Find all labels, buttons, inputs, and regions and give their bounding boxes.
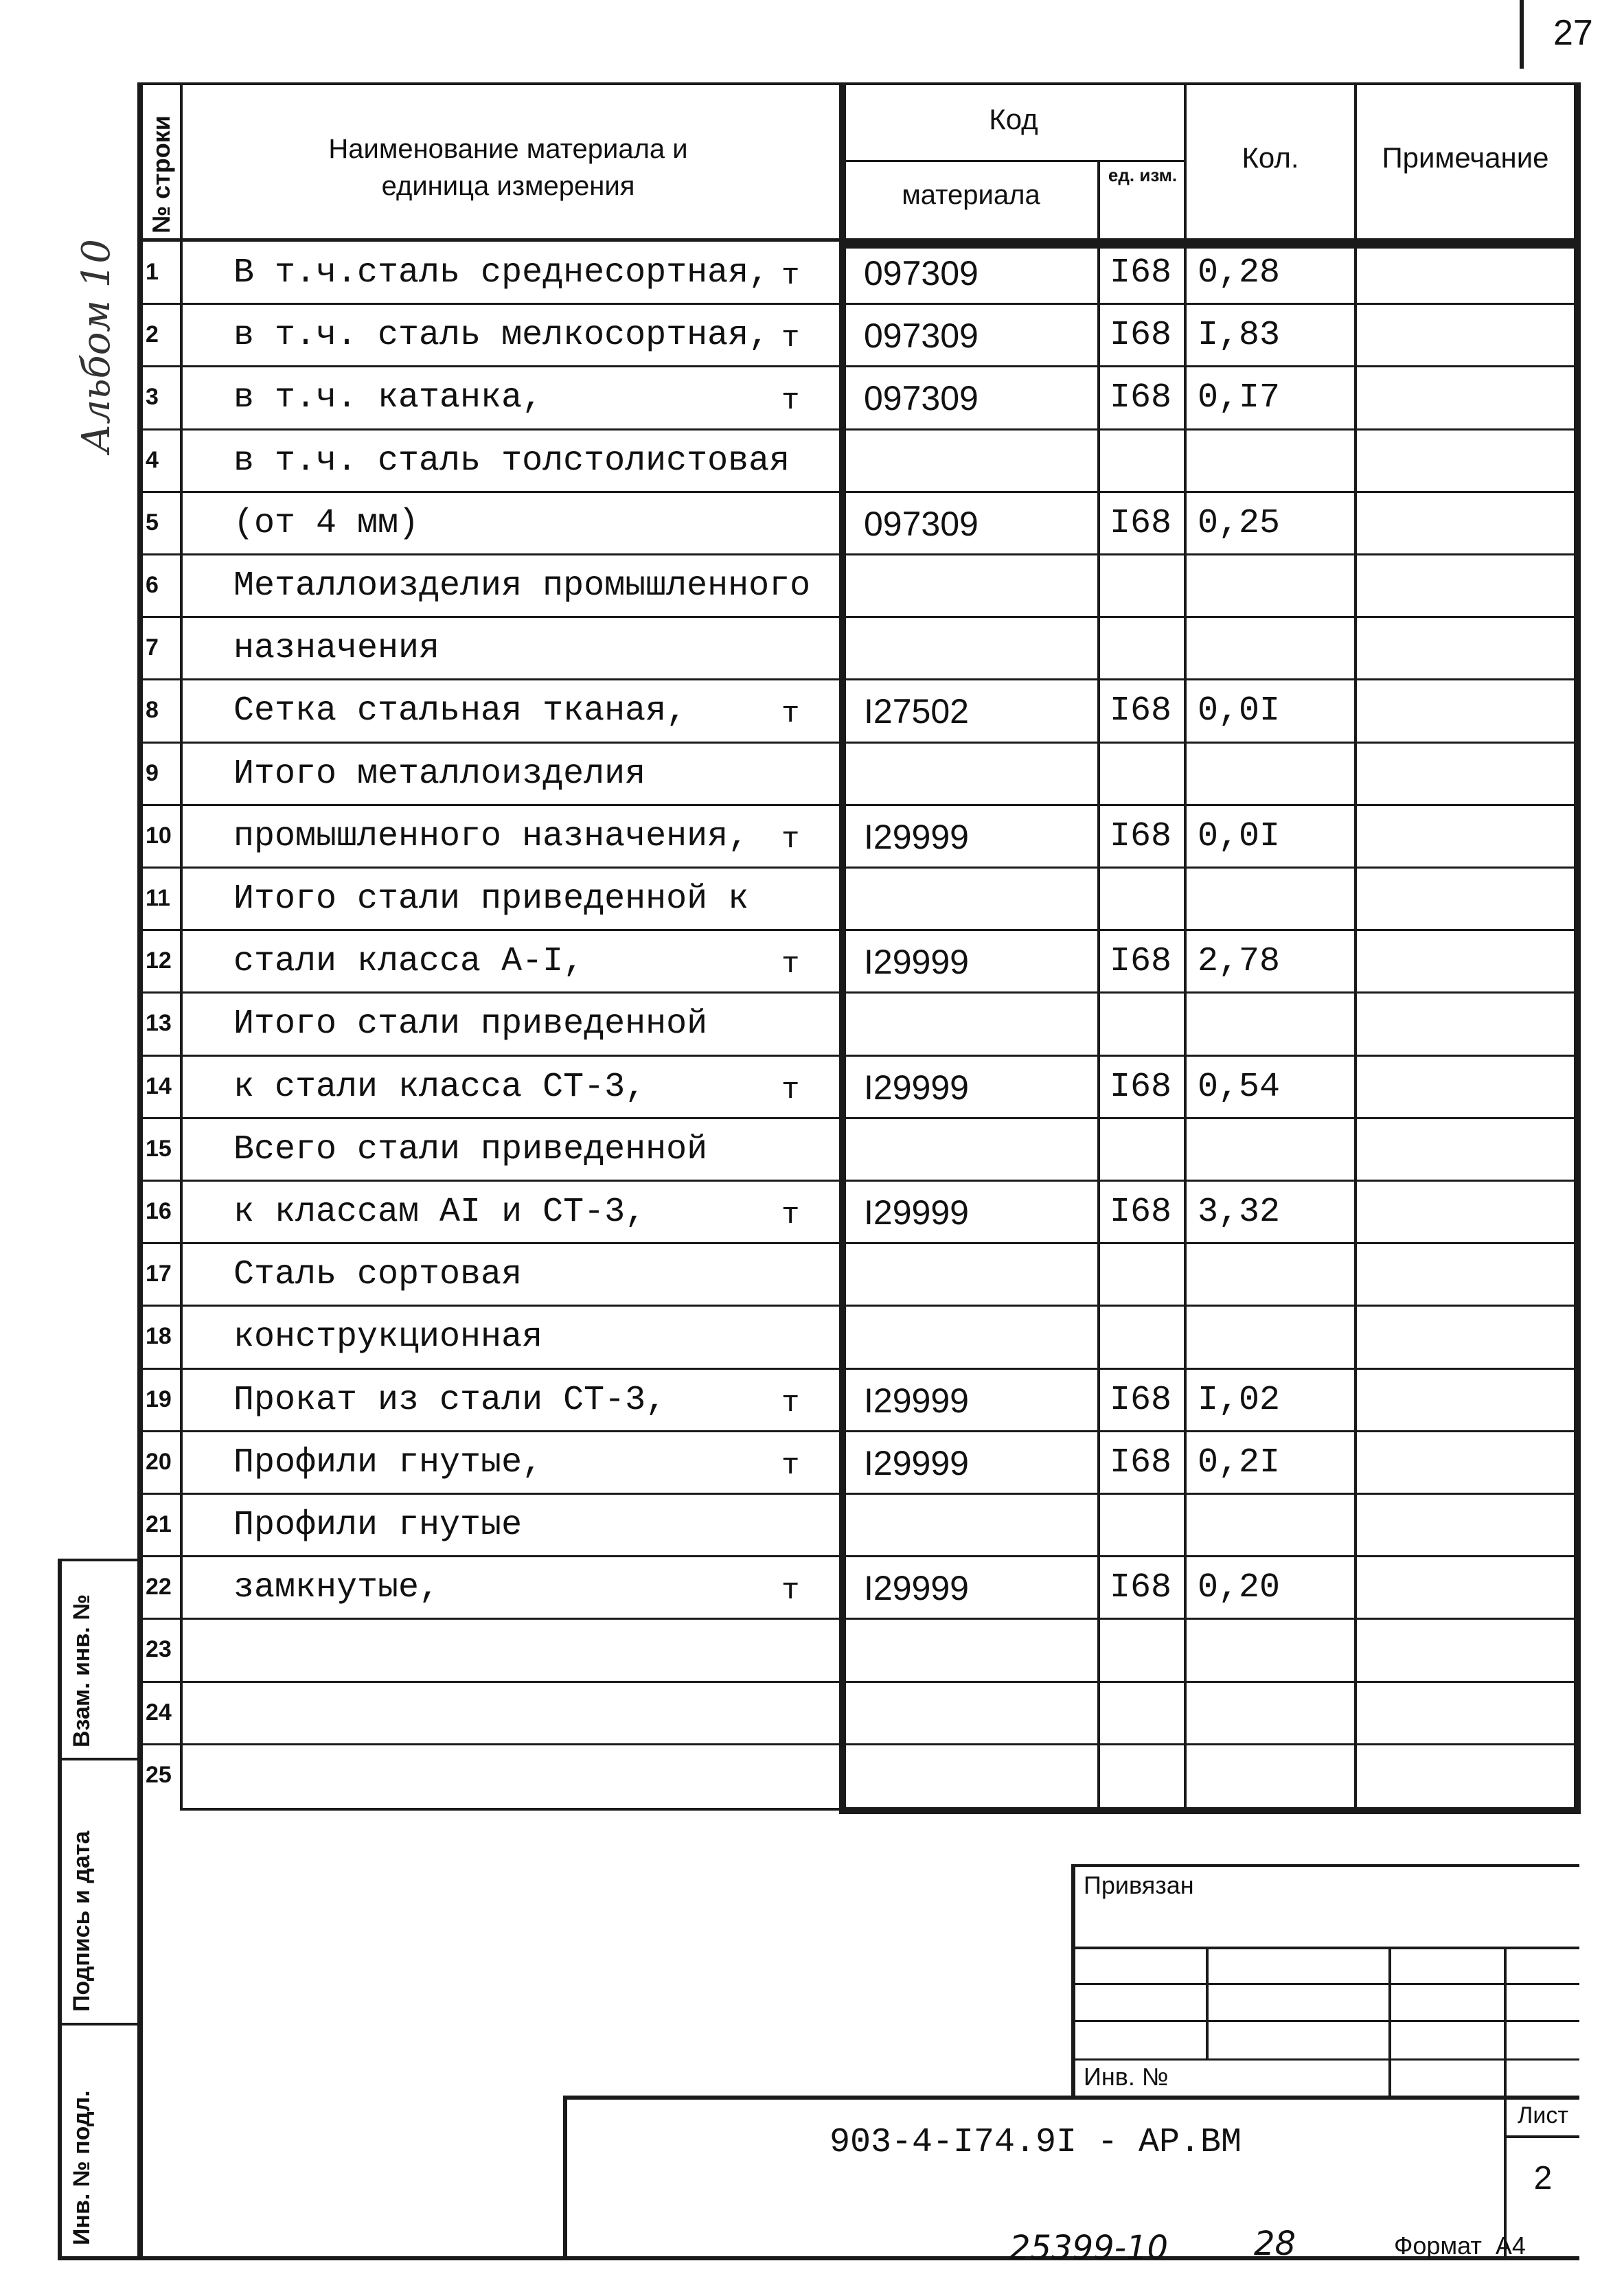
row-number: 21 xyxy=(146,1511,172,1537)
row-name: Профили гнутые, xyxy=(233,1443,543,1482)
row-name: в т.ч. сталь мелкосортная, xyxy=(233,316,770,356)
thick-box-top xyxy=(839,242,1581,249)
row-code: I29999 xyxy=(864,1443,969,1482)
row-divider xyxy=(140,303,1578,305)
row-unit: т xyxy=(781,1448,800,1483)
tb-line-2 xyxy=(1071,1983,1579,1985)
row-number: 17 xyxy=(146,1261,172,1287)
row-divider xyxy=(140,991,1578,994)
row-number: 1 xyxy=(146,259,159,285)
row-unit-code: I68 xyxy=(1109,253,1171,292)
row-divider xyxy=(140,1430,1578,1432)
stamp-line-2 xyxy=(58,1758,140,1760)
tb-main-top xyxy=(563,2096,1579,2100)
row-name: В т.ч.сталь среднесортная, xyxy=(233,253,770,292)
row-code: I29999 xyxy=(864,1068,969,1107)
row-name: в т.ч. катанка, xyxy=(233,378,543,418)
row-number: 7 xyxy=(146,634,159,661)
table-bottom xyxy=(180,1808,839,1811)
footer-doc-number: 25399-10 xyxy=(1009,2229,1169,2267)
col-line-right xyxy=(1574,82,1581,1814)
row-name: к классам АI и СТ-3, xyxy=(233,1193,646,1232)
tb-left xyxy=(1071,1864,1075,2098)
row-divider xyxy=(140,929,1578,931)
row-name: промышленного назначения, xyxy=(233,816,749,856)
row-unit-code: I68 xyxy=(1109,1568,1171,1608)
row-divider xyxy=(140,1055,1578,1057)
row-divider xyxy=(140,678,1578,680)
row-unit: т xyxy=(781,384,800,419)
row-number: 18 xyxy=(146,1323,172,1350)
stamp-inv-podl: Инв. № подл. xyxy=(69,2090,95,2245)
row-number: 24 xyxy=(146,1699,172,1725)
row-unit: т xyxy=(781,321,800,356)
tb-sheet-no: 2 xyxy=(1533,2160,1553,2196)
tb-vline-2 xyxy=(1388,1947,1391,2098)
row-code: I29999 xyxy=(864,1569,969,1608)
row-name: Итого стали приведенной xyxy=(233,1005,708,1044)
row-number: 9 xyxy=(146,759,159,786)
row-code: I29999 xyxy=(864,1193,969,1232)
row-divider xyxy=(140,1117,1578,1119)
row-number: 16 xyxy=(146,1198,172,1224)
footer-format: Формат А4 xyxy=(1394,2231,1526,2260)
row-name: Итого стали приведенной к xyxy=(233,880,749,919)
row-number: 22 xyxy=(146,1574,172,1600)
row-name: Итого металлоизделия xyxy=(233,754,646,794)
page-number-bar xyxy=(1520,0,1524,69)
row-number: 19 xyxy=(146,1386,172,1412)
row-code: 097309 xyxy=(864,317,979,356)
row-unit-code: I68 xyxy=(1109,942,1171,982)
row-code: 097309 xyxy=(864,504,979,543)
row-divider xyxy=(140,804,1578,806)
row-name: Сталь сортовая xyxy=(233,1255,523,1295)
col-line-5 xyxy=(1354,82,1357,1808)
row-name: (от 4 мм) xyxy=(233,503,420,543)
row-divider xyxy=(140,1618,1578,1620)
row-unit: т xyxy=(781,1386,800,1421)
stamp-line-3 xyxy=(58,2023,140,2026)
col-line-1 xyxy=(180,82,183,1808)
footer-page: 28 xyxy=(1254,2225,1296,2263)
header-code-material: материала xyxy=(902,180,1040,210)
row-unit-code: I68 xyxy=(1109,1443,1171,1482)
col-line-4 xyxy=(1184,82,1187,1808)
tb-line-4 xyxy=(1071,2058,1579,2061)
col-line-2 xyxy=(839,82,846,1814)
row-code: I27502 xyxy=(864,692,969,731)
row-qty: I,83 xyxy=(1198,316,1281,356)
tb-vline-1 xyxy=(1206,1947,1209,2060)
row-divider xyxy=(140,1555,1578,1557)
row-unit-code: I68 xyxy=(1109,1193,1171,1232)
row-divider xyxy=(140,1180,1578,1182)
tb-line-3 xyxy=(1071,2020,1579,2022)
tb-privyazan: Привязан xyxy=(1084,1871,1194,1899)
row-number: 11 xyxy=(146,885,170,911)
row-name: Металлоизделия промышленного xyxy=(233,566,811,606)
row-qty: 0,0I xyxy=(1198,816,1281,856)
row-name: стали класса А-I, xyxy=(233,942,584,982)
row-divider xyxy=(140,428,1578,431)
row-divider xyxy=(140,1681,1578,1683)
header-name: Наименование материала и единица измерения xyxy=(328,134,688,201)
row-qty: 0,25 xyxy=(1198,503,1281,543)
row-unit-code: I68 xyxy=(1109,816,1171,856)
row-number: 15 xyxy=(146,1135,172,1162)
row-number: 8 xyxy=(146,697,159,724)
row-name: Сетка стальная тканая, xyxy=(233,691,687,731)
header-code: Код xyxy=(989,103,1038,135)
row-number: 20 xyxy=(146,1448,172,1475)
row-qty: 0,20 xyxy=(1198,1568,1281,1608)
row-name: Прокат из стали СТ-3, xyxy=(233,1380,667,1420)
row-qty: 0,2I xyxy=(1198,1443,1281,1482)
row-qty: 0,54 xyxy=(1198,1067,1281,1107)
row-unit: т xyxy=(781,822,800,857)
row-unit: т xyxy=(781,1198,800,1232)
row-unit: т xyxy=(781,1072,800,1108)
row-qty: 0,I7 xyxy=(1198,378,1281,418)
row-divider xyxy=(140,1242,1578,1244)
stamp-line-4 xyxy=(58,2256,140,2260)
row-code: I29999 xyxy=(864,817,969,856)
row-unit: т xyxy=(781,259,800,293)
row-code: 097309 xyxy=(864,254,979,292)
frame-top xyxy=(137,82,1579,85)
row-unit-code: I68 xyxy=(1109,1380,1171,1420)
row-name: в т.ч. сталь толстолистовая xyxy=(233,441,790,481)
page-number: 27 xyxy=(1553,13,1593,53)
row-unit: т xyxy=(781,948,800,983)
row-number: 2 xyxy=(146,321,159,348)
row-qty: 3,32 xyxy=(1198,1193,1281,1232)
margin-note: Альбом 10 xyxy=(74,239,119,453)
header-note: Примечание xyxy=(1382,141,1549,174)
row-divider xyxy=(140,365,1578,367)
tb-sheet-line xyxy=(1504,2135,1579,2138)
row-divider xyxy=(140,1743,1578,1745)
row-number: 14 xyxy=(146,1072,172,1099)
row-number: 13 xyxy=(146,1010,172,1037)
row-code: 097309 xyxy=(864,379,979,418)
row-divider xyxy=(140,553,1578,555)
tb-inv-no: Инв. № xyxy=(1084,2063,1169,2091)
row-qty: 0,0I xyxy=(1198,691,1281,731)
row-name: назначения xyxy=(233,629,440,669)
row-divider xyxy=(140,491,1578,493)
stamp-vzam: Взам. инв. № xyxy=(69,1594,95,1747)
row-unit-code: I68 xyxy=(1109,316,1171,356)
row-divider xyxy=(140,742,1578,744)
row-qty: 0,28 xyxy=(1198,253,1281,292)
row-number: 12 xyxy=(146,948,172,974)
row-divider xyxy=(140,1493,1578,1495)
thick-box-bottom xyxy=(839,1807,1581,1814)
stamp-left-line xyxy=(58,1559,62,2259)
frame-bottom xyxy=(137,2256,1579,2260)
row-number: 4 xyxy=(146,446,159,473)
row-divider xyxy=(140,867,1578,869)
stamp-podpis: Подпись и дата xyxy=(69,1831,95,2012)
row-number: 5 xyxy=(146,509,159,536)
row-unit-code: I68 xyxy=(1109,378,1171,418)
tb-designation: 903-4-I74.9I - АР.ВМ xyxy=(829,2123,1242,2162)
row-divider xyxy=(140,1305,1578,1307)
header-row-no: № строки xyxy=(147,115,175,233)
tb-top xyxy=(1071,1864,1579,1867)
row-name: Профили гнутые xyxy=(233,1506,523,1545)
row-qty: I,02 xyxy=(1198,1380,1281,1420)
row-name: Всего стали приведенной xyxy=(233,1129,708,1169)
frame-left xyxy=(137,82,143,2260)
row-number: 25 xyxy=(146,1761,172,1788)
tb-line-1 xyxy=(1071,1947,1579,1949)
row-divider xyxy=(140,616,1578,618)
tb-main-left xyxy=(563,2096,567,2259)
row-number: 6 xyxy=(146,572,159,598)
row-number: 3 xyxy=(146,384,159,411)
row-unit-code: I68 xyxy=(1109,691,1171,731)
row-unit-code: I68 xyxy=(1109,1067,1171,1107)
row-number: 10 xyxy=(146,822,172,849)
row-name: замкнутые, xyxy=(233,1568,440,1608)
row-code: I29999 xyxy=(864,943,969,982)
header-code-unit: ед. изм. xyxy=(1108,165,1178,185)
row-divider xyxy=(140,1368,1578,1370)
row-name: конструкционная xyxy=(233,1318,543,1357)
row-name: к стали класса СТ-3, xyxy=(233,1067,646,1107)
row-unit-code: I68 xyxy=(1109,503,1171,543)
header-qty: Кол. xyxy=(1242,141,1299,174)
row-unit: т xyxy=(781,1574,800,1609)
row-code: I29999 xyxy=(864,1381,969,1420)
header-code-split xyxy=(842,160,1187,162)
row-qty: 2,78 xyxy=(1198,942,1281,982)
row-unit: т xyxy=(781,697,800,732)
tb-sheet-label: Лист xyxy=(1518,2102,1568,2128)
row-number: 23 xyxy=(146,1636,172,1663)
stamp-line-1 xyxy=(58,1559,140,1561)
